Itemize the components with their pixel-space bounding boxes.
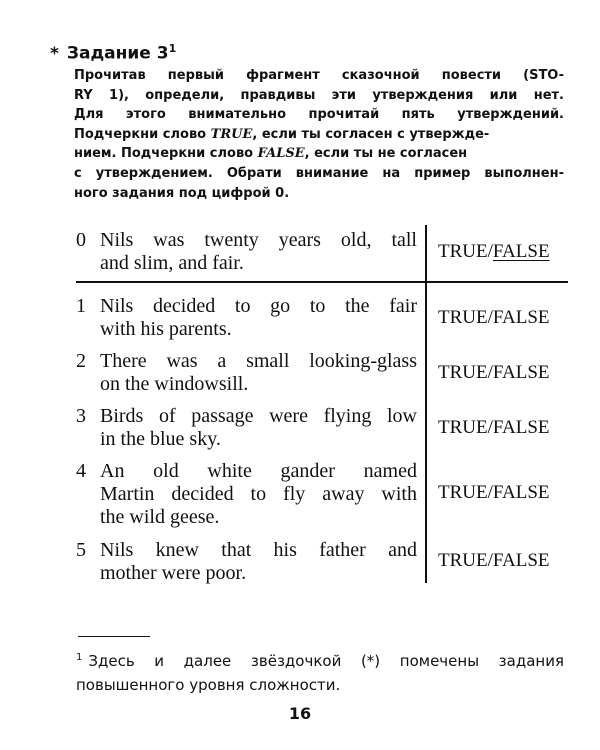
statements-table xyxy=(76,225,568,583)
statement-text: Nils was twenty years old, tall and slim, and fair. xyxy=(100,229,417,274)
statement-number: 2 xyxy=(76,350,86,372)
task-instructions xyxy=(74,66,564,203)
answer-choice[interactable]: TRUE/FALSE xyxy=(438,550,550,571)
underlined-answer: FALSE xyxy=(492,241,550,262)
instruction-line: нием. Подчеркни слово FALSE, если ты не согласен xyxy=(74,146,468,162)
statement-text: Nils decided to go to the fair with his parents. xyxy=(100,295,417,340)
statement-text: An old white gander named Martin decided to fly away with the wild geese. xyxy=(100,460,417,528)
footnote-mark: 1 xyxy=(76,652,83,663)
footnote-rule xyxy=(78,636,150,637)
instruction-line: Для этого внимательно прочитай пять утверждений. xyxy=(74,107,564,123)
statement-number: 1 xyxy=(76,295,86,317)
keyword-true: TRUE xyxy=(210,126,253,142)
instruction-line: Прочитав первый фрагмент сказочной повести (STO- xyxy=(74,68,564,83)
instruction-line: с утверждением. Обрати внимание на пример выполнен- xyxy=(74,165,564,181)
answer-choice[interactable]: TRUE/FALSE xyxy=(438,307,550,328)
footnote: $^1$ Здесь и далее звёздочкой (*) помечены задания повышенного уровня сложности. xyxy=(76,652,564,694)
column-divider xyxy=(425,225,427,583)
statement-number: 3 xyxy=(76,405,86,427)
task-heading xyxy=(50,42,176,64)
statement-number: 5 xyxy=(76,539,86,561)
answer-choice[interactable]: TRUE/FALSE xyxy=(438,362,550,383)
task-title: Задание 3 xyxy=(66,43,169,64)
statement-text: There was a small looking-glass on the windowsill. xyxy=(100,350,417,395)
statement-text: Nils knew that his father and mother were poor. xyxy=(100,539,417,584)
statement-number: 4 xyxy=(76,460,86,482)
statement-text: Birds of passage were flying low in the blue sky. xyxy=(100,405,417,450)
keyword-false: FALSE xyxy=(257,146,305,162)
instruction-line: Подчеркни слово TRUE, если ты согласен с утвержде- xyxy=(74,126,490,142)
page-number: 16 xyxy=(288,704,312,723)
footnote-reference: 1 xyxy=(168,42,177,55)
instruction-line: RY 1), определи, правдивы эти утверждения или нет. xyxy=(74,87,564,103)
answer-choice[interactable]: TRUE/FALSE xyxy=(438,417,550,438)
answer-choice[interactable]: TRUE/FALSE xyxy=(438,241,550,262)
statement-number: 0 xyxy=(76,229,86,251)
star-marker: * xyxy=(50,43,59,64)
example-row-divider xyxy=(76,281,568,283)
instruction-line: ного задания под цифрой 0. xyxy=(74,185,290,201)
answer-choice[interactable]: TRUE/FALSE xyxy=(438,482,550,503)
